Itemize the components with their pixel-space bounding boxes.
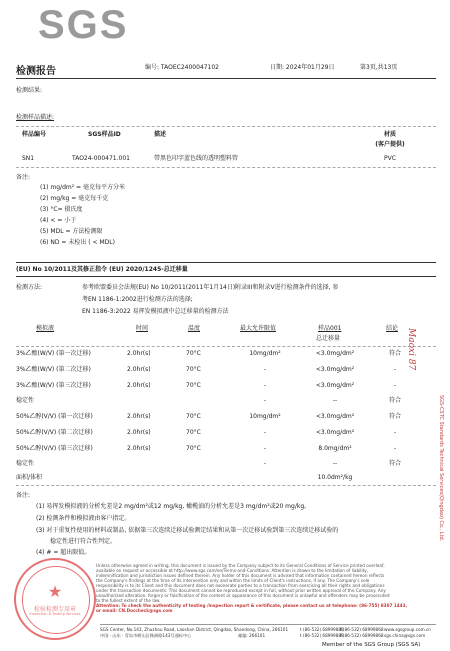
cell-result: <3.0mg/dm² <box>315 366 355 373</box>
cell-temp: 70°C <box>186 429 201 436</box>
disclaimer-email: or email: CN.Doccheck@sgs.com <box>96 608 173 613</box>
cell-conclusion: 符合 <box>388 460 401 467</box>
disclaimer-attention: Attention: To check the authenticity of testing /inspection report & certificate, please contact us at telephone: (86-755) 8307 1443, <box>96 603 408 608</box>
sample-desc-title: 检测样品描述: <box>16 114 55 121</box>
disclaimer-line: under the transaction documents. This document cannot be reproduced except in full, without prior written approval of the Company. Any <box>96 588 386 593</box>
col-simulant: 模拟液 <box>36 325 55 332</box>
section-rule-bottom <box>16 276 436 277</box>
cell-time: 2.0hr(s) <box>127 445 151 452</box>
sample-table-rule <box>16 126 436 127</box>
col-conclusion: 结论 <box>386 325 399 332</box>
cell-simulant: 3%乙酸(W/V) (第二次迁移) <box>16 366 91 373</box>
note-item: (3) °C= 摄氏度 <box>40 206 83 213</box>
result-table-rule <box>16 346 436 347</box>
col-limit: 最大允许限值 <box>240 325 277 332</box>
cell-conclusion: - <box>393 429 397 436</box>
col-time: 时间 <box>136 325 149 332</box>
cell-limit: - <box>263 397 267 404</box>
col-sample: 样品001 <box>318 325 342 332</box>
phone-2: t (86-532) 68999888 <box>300 633 344 638</box>
cell-conclusion: 符合 <box>388 413 401 420</box>
footer-rule <box>100 624 436 625</box>
method-line-3: EN 1186-3:2022 易挥发模拟液中总迁移量的检测方法 <box>82 308 229 315</box>
cell-result: <3.0mg/dm² <box>315 429 355 436</box>
cell-simulant: 稳定性 <box>16 460 35 467</box>
disclaimer-line: indemnification and jurisdiction issues defined therein. Any holder of this document is advised that information contained hereon reflects <box>96 573 385 578</box>
cell-time: 2.0hr(s) <box>127 382 151 389</box>
cell-simulant: 3%乙酸(W/V) (第三次迁移) <box>16 382 91 389</box>
cell-time: 2.0hr(s) <box>127 413 151 420</box>
report-number: 编号: TAOEC2400047102 <box>145 64 220 71</box>
cell-temp: 70°C <box>186 382 201 389</box>
header-rule <box>16 78 436 79</box>
side-company-text: SGS-CSTC Standards Technical Services(Qingdao) Co., Ltd. <box>438 395 444 542</box>
cell-limit: - <box>263 460 267 467</box>
cell-time: 2.0hr(s) <box>127 429 151 436</box>
stamp-text: 检验检测专用章 <box>33 606 76 613</box>
section-title: (EU) No 10/2011及其修正指令 (EU) 2020/1245-总迁移量 <box>16 266 188 273</box>
cell-limit: - <box>263 445 267 452</box>
cell-limit: - <box>263 382 267 389</box>
sample-table-bottom <box>16 167 436 168</box>
disclaimer-line: Unless otherwise agreed in writing, this document is issued by the Company subject to its General Conditions of Service printed overleaf, <box>96 563 385 568</box>
note-item: (5) MDL = 方法检测限 <box>40 228 103 235</box>
cell-time: 2.0hr(s) <box>127 366 151 373</box>
cell-conclusion: - <box>393 445 397 452</box>
fax-2: f (86-532) 68999868 <box>340 633 384 638</box>
remark-item: (2) 检测条件和模拟液由客户指定。 <box>36 515 131 522</box>
sample-col-material: 材质 <box>383 131 396 138</box>
cell-result: 8.0mg/dm² <box>318 445 352 452</box>
method-line-1: 参考欧盟委员会法规(EU) No 10/2011(2011年1月14日)附录III和附录V进行检测条件的选择, 参 <box>82 284 339 291</box>
cell-temp: 70°C <box>186 445 201 452</box>
section-rule-top <box>16 262 436 263</box>
zip-code: 邮编: 266101 <box>238 633 266 638</box>
method-label: 检测方法: <box>16 284 43 291</box>
sample-col-no: 样品编号 <box>22 131 47 138</box>
cell-conclusion: 符合 <box>388 397 401 404</box>
remarks-title: 备注: <box>16 492 31 499</box>
official-stamp <box>14 558 96 640</box>
cell-result: -- <box>332 460 338 467</box>
sgs-logo <box>38 3 146 47</box>
cell-simulant: 稳定性 <box>16 397 35 404</box>
cell-simulant: 3%乙酸(W/V) (第一次迁移) <box>16 350 91 357</box>
note-item: (6) ND = 未检出 ( < MDL) <box>40 239 115 246</box>
cell-limit: 10mg/dm² <box>249 413 281 420</box>
sample-col-desc: 描述 <box>154 131 167 138</box>
cell-simulant: 50%乙醇(V/V) (第一次迁移) <box>16 413 93 420</box>
cell-result: <3.0mg/dm² <box>315 382 355 389</box>
result-table-bottom <box>16 485 436 486</box>
report-date: 日期: 2024年01月29日 <box>270 64 335 71</box>
cell-time: 2.0hr(s) <box>127 350 151 357</box>
cell-result: -- <box>332 397 338 404</box>
cell-limit: - <box>263 366 267 373</box>
address-en: SGS Center, No.143, Zhuzhou Road, Laoshan District, Qingdao, Shandong, China, 266101 <box>100 627 289 632</box>
side-signature: Maoxi 87 <box>406 328 416 371</box>
sample-cell-no: SN1 <box>22 155 35 162</box>
page-number: 第3页,共13页 <box>360 64 398 71</box>
cell-simulant: 50%乙醇(V/V) (第三次迁移) <box>16 445 93 452</box>
logo-text: SGS <box>38 3 129 47</box>
sample-cell-id: TAO24-000471.001 <box>72 155 130 162</box>
cell-simulant: 50%乙醇(V/V) (第二次迁移) <box>16 429 93 436</box>
disclaimer-line: responsibility is to its Client and this document does not exonerate parties to a transaction from exercising all their rights and obligations <box>96 583 385 588</box>
remark-item: (1) 易挥发模拟液的分析允差是2 mg/dm²或12 mg/kg, 橄榄油的分析允差是3 mg/dm²或20 mg/kg。 <box>36 503 311 510</box>
sample-col-id: SGS样品ID <box>88 131 121 138</box>
disclaimer-line: available on request or accessible at http://www.sgs.com/en/Terms-and-Conditions. Attention is drawn to the limitation of liability, <box>96 568 369 573</box>
cell-limit: - <box>263 429 267 436</box>
col-sample-sub: 总迁移量 <box>316 335 341 342</box>
cell-conclusion: - <box>393 382 397 389</box>
cell-limit: 10mg/dm² <box>249 350 281 357</box>
method-line-2: 考EN 1186-1:2002进行检测方法的选择; <box>82 296 193 303</box>
stamp-sub: Inspection & Testing Services <box>29 612 81 616</box>
cell-temp: 70°C <box>186 366 201 373</box>
footer-disclaimer <box>96 563 436 613</box>
address-cn: 中国 · 山东 · 青岛市崂山区株洲路143号通标中心 <box>100 633 192 638</box>
results-title: 检测结果: <box>16 87 43 94</box>
cell-temp: 70°C <box>186 350 201 357</box>
cell-simulant: 面积/体积 <box>16 474 43 481</box>
cell-result: 10.0dm²/kg <box>317 474 353 481</box>
cell-conclusion: - <box>393 366 397 373</box>
col-temp: 温度 <box>188 325 201 332</box>
cell-result: <3.0mg/dm² <box>315 350 355 357</box>
note-item: (1) mg/dm² = 毫克每平方分米 <box>40 184 125 191</box>
notes-title: 备注: <box>16 174 31 181</box>
sample-cell-desc: 带黑色印字蓝色线的透明塑料管 <box>154 155 239 162</box>
phone-1: t (86-532) 68999888 <box>300 627 344 632</box>
email: sgs.china@sgs.com <box>384 633 426 638</box>
sample-col-client: (客户提供) <box>375 141 405 148</box>
member-line: Member of the SGS Group (SGS SA) <box>322 642 421 648</box>
cell-temp: 70°C <box>186 413 201 420</box>
note-item: (4) < = 小于 <box>40 217 77 224</box>
website: www.sgsgroup.com.cn <box>384 627 431 632</box>
remark-item: (3) 对于重复性使用的材料或制品, 依据第三次连续迁移试验测定结果和从第一次迁移试验到第三次连续迁移试验的 <box>36 527 339 534</box>
report-title: 检测报告 <box>16 66 56 77</box>
disclaimer-line: the Company's findings at the time of its intervention only and within the limits of Client's instructions, if any. The Company's sole <box>96 578 370 583</box>
disclaimer-line: unauthorized alteration, forgery or falsification of the content or appearance of this document is unlawful and offenders may be prosecuted <box>96 593 390 598</box>
cell-result: <3.0mg/dm² <box>315 413 355 420</box>
cell-conclusion: 符合 <box>388 350 401 357</box>
note-item: (2) mg/kg = 毫克每千克 <box>40 195 109 202</box>
remark-item: (4) # = 超出限值。 <box>36 549 91 556</box>
sample-cell-material: PVC <box>384 155 396 162</box>
disclaimer-line: to the fullest extent of the law. <box>96 598 161 603</box>
fax-1: f (86-532) 68999868 <box>340 627 384 632</box>
remark-item: 稳定性进行符合性判定。 <box>50 538 117 545</box>
star-icon: ★ <box>47 582 63 601</box>
